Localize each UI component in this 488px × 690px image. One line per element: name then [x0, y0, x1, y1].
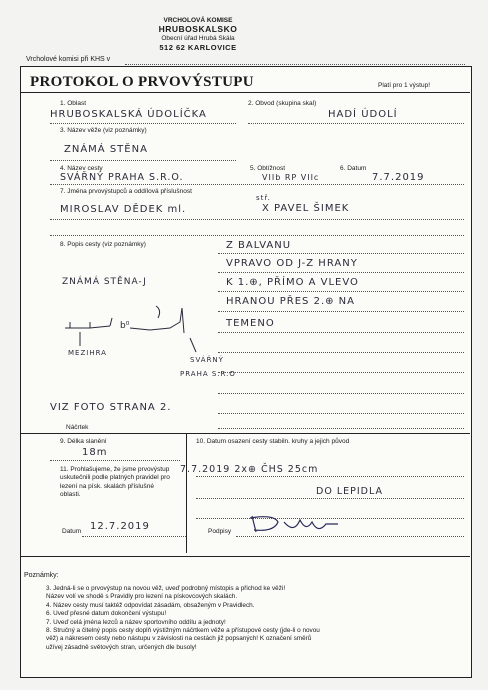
rule	[248, 123, 464, 124]
popis-line-2: VPRAVO OD J-Z HRANY	[226, 258, 358, 269]
komise-label: Vrcholové komisi při KHS v	[26, 56, 111, 63]
rule	[196, 498, 464, 499]
osazeni-value-1: 7.7.2019 2x⊕ ČHS 25cm	[180, 464, 319, 475]
section-divider	[20, 433, 470, 434]
popis-line-1: Z BALVANU	[226, 240, 292, 251]
rule	[236, 536, 464, 537]
sketch-svarny: SVÁŘNÝ	[190, 356, 224, 364]
column-divider	[186, 433, 187, 553]
stamp-line-2: HRUBOSKALSKO	[158, 24, 238, 34]
jmena-prefix: stř.	[256, 194, 271, 202]
validity-note: Platí pro 1 výstup!	[378, 82, 431, 89]
sketch-route-line	[156, 306, 160, 318]
jmena-value-1: MIROSLAV DĚDEK ml.	[60, 204, 187, 215]
rule	[50, 184, 464, 185]
sketch-mezihra: MEZIHRA	[68, 349, 107, 357]
note-line: 6. Uveď přesné datum dokončení výstupu!	[46, 610, 167, 618]
viz-foto: VIZ FOTO STRANA 2.	[50, 402, 172, 413]
jmena-label: 7. Jména prvovýstupců a oddílová příslušnost	[60, 188, 192, 195]
datum-label: 6. Datum	[340, 165, 367, 172]
page-title: PROTOKOL O PRVOVÝSTUPU	[30, 74, 254, 90]
notes-title: Poznámky:	[24, 572, 59, 579]
rule	[218, 272, 464, 273]
oblast-label: 1. Oblast	[60, 100, 87, 107]
osazeni-value-2: DO LEPIDLA	[316, 486, 383, 497]
popis-line-4: HRANOU PŘES 2.⊕ NA	[226, 296, 355, 307]
stamp-line-3: Obecní úřad Hrubá Skála	[161, 35, 235, 42]
rule	[218, 372, 464, 373]
rule	[218, 393, 464, 394]
obtiznost-value: VIIb RP VIIc	[262, 173, 320, 182]
sketch-title: ZNÁMÁ STĚNA-J	[62, 277, 147, 287]
jmena-value-2: X PAVEL ŠIMEK	[262, 203, 350, 214]
obtiznost-label: 5. Obtížnost	[250, 165, 286, 172]
nacrtek-label: Náčrtek	[66, 424, 89, 431]
vez-value: ZNÁMÁ STĚNA	[64, 144, 148, 155]
oblast-value: HRUBOSKALSKÁ ÚDOLÍČKA	[50, 109, 207, 120]
prohlaseni-label: 11. Prohlašujeme, že jsme prvovýstup uskutečnili podle platných pravidel pro lezení na písk. skalách příslušné oblasti.	[60, 466, 170, 498]
rule	[196, 476, 464, 477]
notes-list	[46, 585, 466, 652]
note-line: věž) a nákresem cesty nebo nástupu v závislosti na cestách již popsaných! K označení směrů	[46, 635, 312, 643]
sketch-praha: PRAHA S.R.O	[180, 370, 236, 378]
komise-line	[125, 64, 465, 65]
note-line: užívej zásadně světových stran, určených dle busoly!	[46, 643, 197, 651]
rule	[218, 428, 464, 429]
sketch-arrow-svarny	[190, 338, 196, 352]
popis-line-5: TEMENO	[226, 318, 275, 329]
osazeni-label: 10. Datum osazení cesty stabiln. kruhy a jejich původ	[196, 438, 350, 445]
cesta-label: 4. Název cesty	[60, 165, 103, 172]
obvod-value: HADÍ ÚDOLÍ	[328, 109, 398, 120]
stamp-line-4: 512 62 KARLOVICE	[159, 43, 237, 52]
signature-image	[244, 512, 344, 536]
datum2-label: Datum	[62, 528, 82, 535]
rule	[218, 352, 464, 353]
slaneni-label: 9. Délka slanění	[60, 438, 107, 445]
rule	[50, 123, 236, 124]
rule	[218, 291, 464, 292]
rule	[50, 160, 236, 161]
popis-label: 8. Popis cesty (viz poznámky)	[60, 241, 146, 248]
rule	[50, 460, 180, 461]
podpisy-label: Podpisy	[208, 528, 232, 535]
official-stamp	[148, 16, 248, 52]
obvod-label: 2. Obvod (skupina skal)	[248, 100, 317, 107]
datum-value: 7.7.2019	[372, 172, 425, 183]
rule	[50, 219, 464, 220]
vez-label: 3. Název věže (viz poznámky)	[60, 127, 147, 134]
rule	[218, 332, 464, 333]
cesta-value: SVÁŘNÝ PRAHA S.R.O.	[60, 172, 184, 183]
rule	[218, 413, 464, 414]
note-line: 4. Název cesty musí taktéž odpovídat zásadám, obsaženým v Pravidlech.	[46, 601, 255, 609]
rule	[82, 536, 186, 537]
note-line: 3. Jedná-li se o prvovýstup na novou věž, uveď podrobný místopis a přichod ke věži!	[46, 585, 286, 592]
rule	[218, 311, 464, 312]
note-line: 7. Uveď celá jména lezců a název sportovního oddílu a jednoty!	[46, 618, 226, 626]
note-line: Název volí ve shodě s Pravidly pro lezení na pískovcových skalách.	[46, 593, 238, 601]
slaneni-value: 18m	[82, 447, 108, 458]
note-line: 8. Stručný a čitelný popis cesty doplň výstižným náčrtkem věže a přístupové cesty (jde-li o novou	[46, 627, 320, 635]
rule	[50, 235, 464, 236]
sketch-bolt-mark: b⁰	[120, 321, 130, 331]
rule	[218, 253, 464, 254]
datum2-value: 12.7.2019	[90, 521, 150, 532]
stamp-line-1: VRCHOLOVÁ KOMISE	[163, 17, 233, 24]
section-divider	[20, 556, 470, 557]
popis-line-3: K 1.⊕, PŘÍMO A VLEVO	[226, 277, 359, 288]
